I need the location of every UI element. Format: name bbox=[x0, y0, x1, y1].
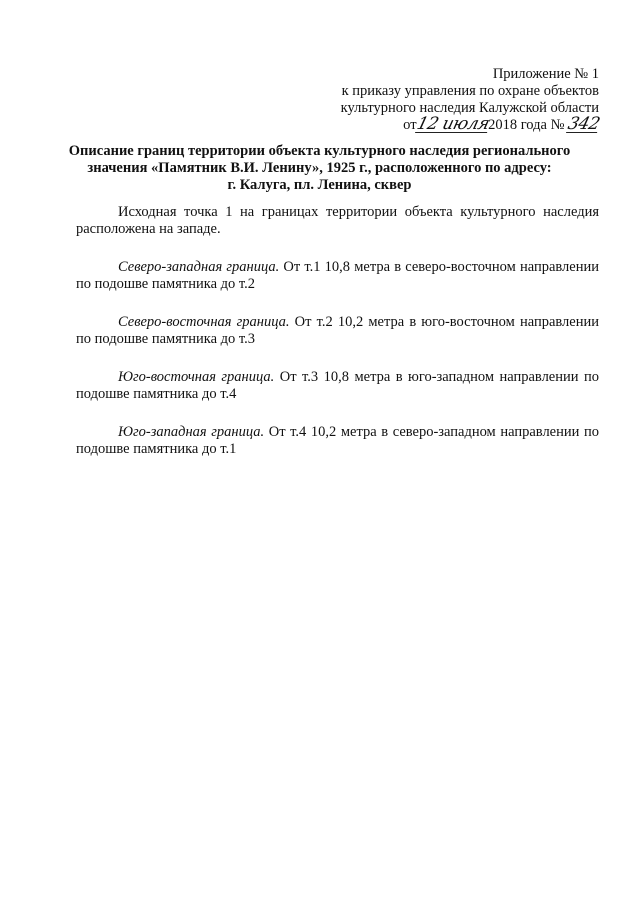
handwritten-number: 342 bbox=[565, 114, 602, 134]
border-text: От т.1 10,8 метра в северо-восточном направлении по подошве памятника до т.2 bbox=[76, 259, 600, 292]
title-line-2: значения «Памятник В.И. Ленину», 1925 г., расположенного по адресу: bbox=[87, 160, 552, 176]
paragraph-southwest-border bbox=[76, 424, 599, 458]
date-suffix: 2018 года № bbox=[488, 117, 565, 133]
appendix-title: Приложение № 1 bbox=[492, 66, 599, 82]
paragraph-southeast-border bbox=[76, 369, 599, 403]
border-text: От т.4 10,2 метра в северо-западном направлении по подошве памятника до т.1 bbox=[76, 424, 600, 457]
paragraph-northeast-border bbox=[76, 314, 599, 348]
border-text: От т.2 10,2 метра в юго-восточном направлении по подошве памятника до т.3 bbox=[76, 314, 599, 347]
border-text: От т.3 10,8 метра в юго-западном направлении по подошве памятника до т.4 bbox=[76, 369, 600, 402]
handwritten-date: 12 июля bbox=[414, 114, 491, 134]
border-label: Северо-западная граница. bbox=[118, 259, 280, 275]
border-label: Юго-западная граница. bbox=[118, 424, 265, 440]
title-line-1: Описание границ территории объекта культурного наследия регионального bbox=[68, 143, 571, 159]
border-label: Северо-восточная граница. bbox=[118, 314, 290, 330]
appendix-order-line: к приказу управления по охране объектов bbox=[341, 83, 599, 99]
appendix-header bbox=[340, 66, 602, 134]
date-prefix: от bbox=[403, 117, 417, 133]
document-title bbox=[40, 143, 599, 194]
paragraph-northwest-border bbox=[76, 259, 599, 293]
appendix-date-line bbox=[341, 114, 602, 134]
paragraph-start-point: Исходная точка 1 на границах территории объекта культурного наследия расположена на западе. bbox=[76, 204, 599, 237]
title-line-3: г. Калуга, пл. Ленина, сквер bbox=[227, 177, 412, 193]
document-body bbox=[76, 204, 599, 479]
border-label: Юго-восточная граница. bbox=[118, 369, 275, 385]
appendix-authority-line: культурного наследия Калужской области bbox=[340, 100, 599, 116]
